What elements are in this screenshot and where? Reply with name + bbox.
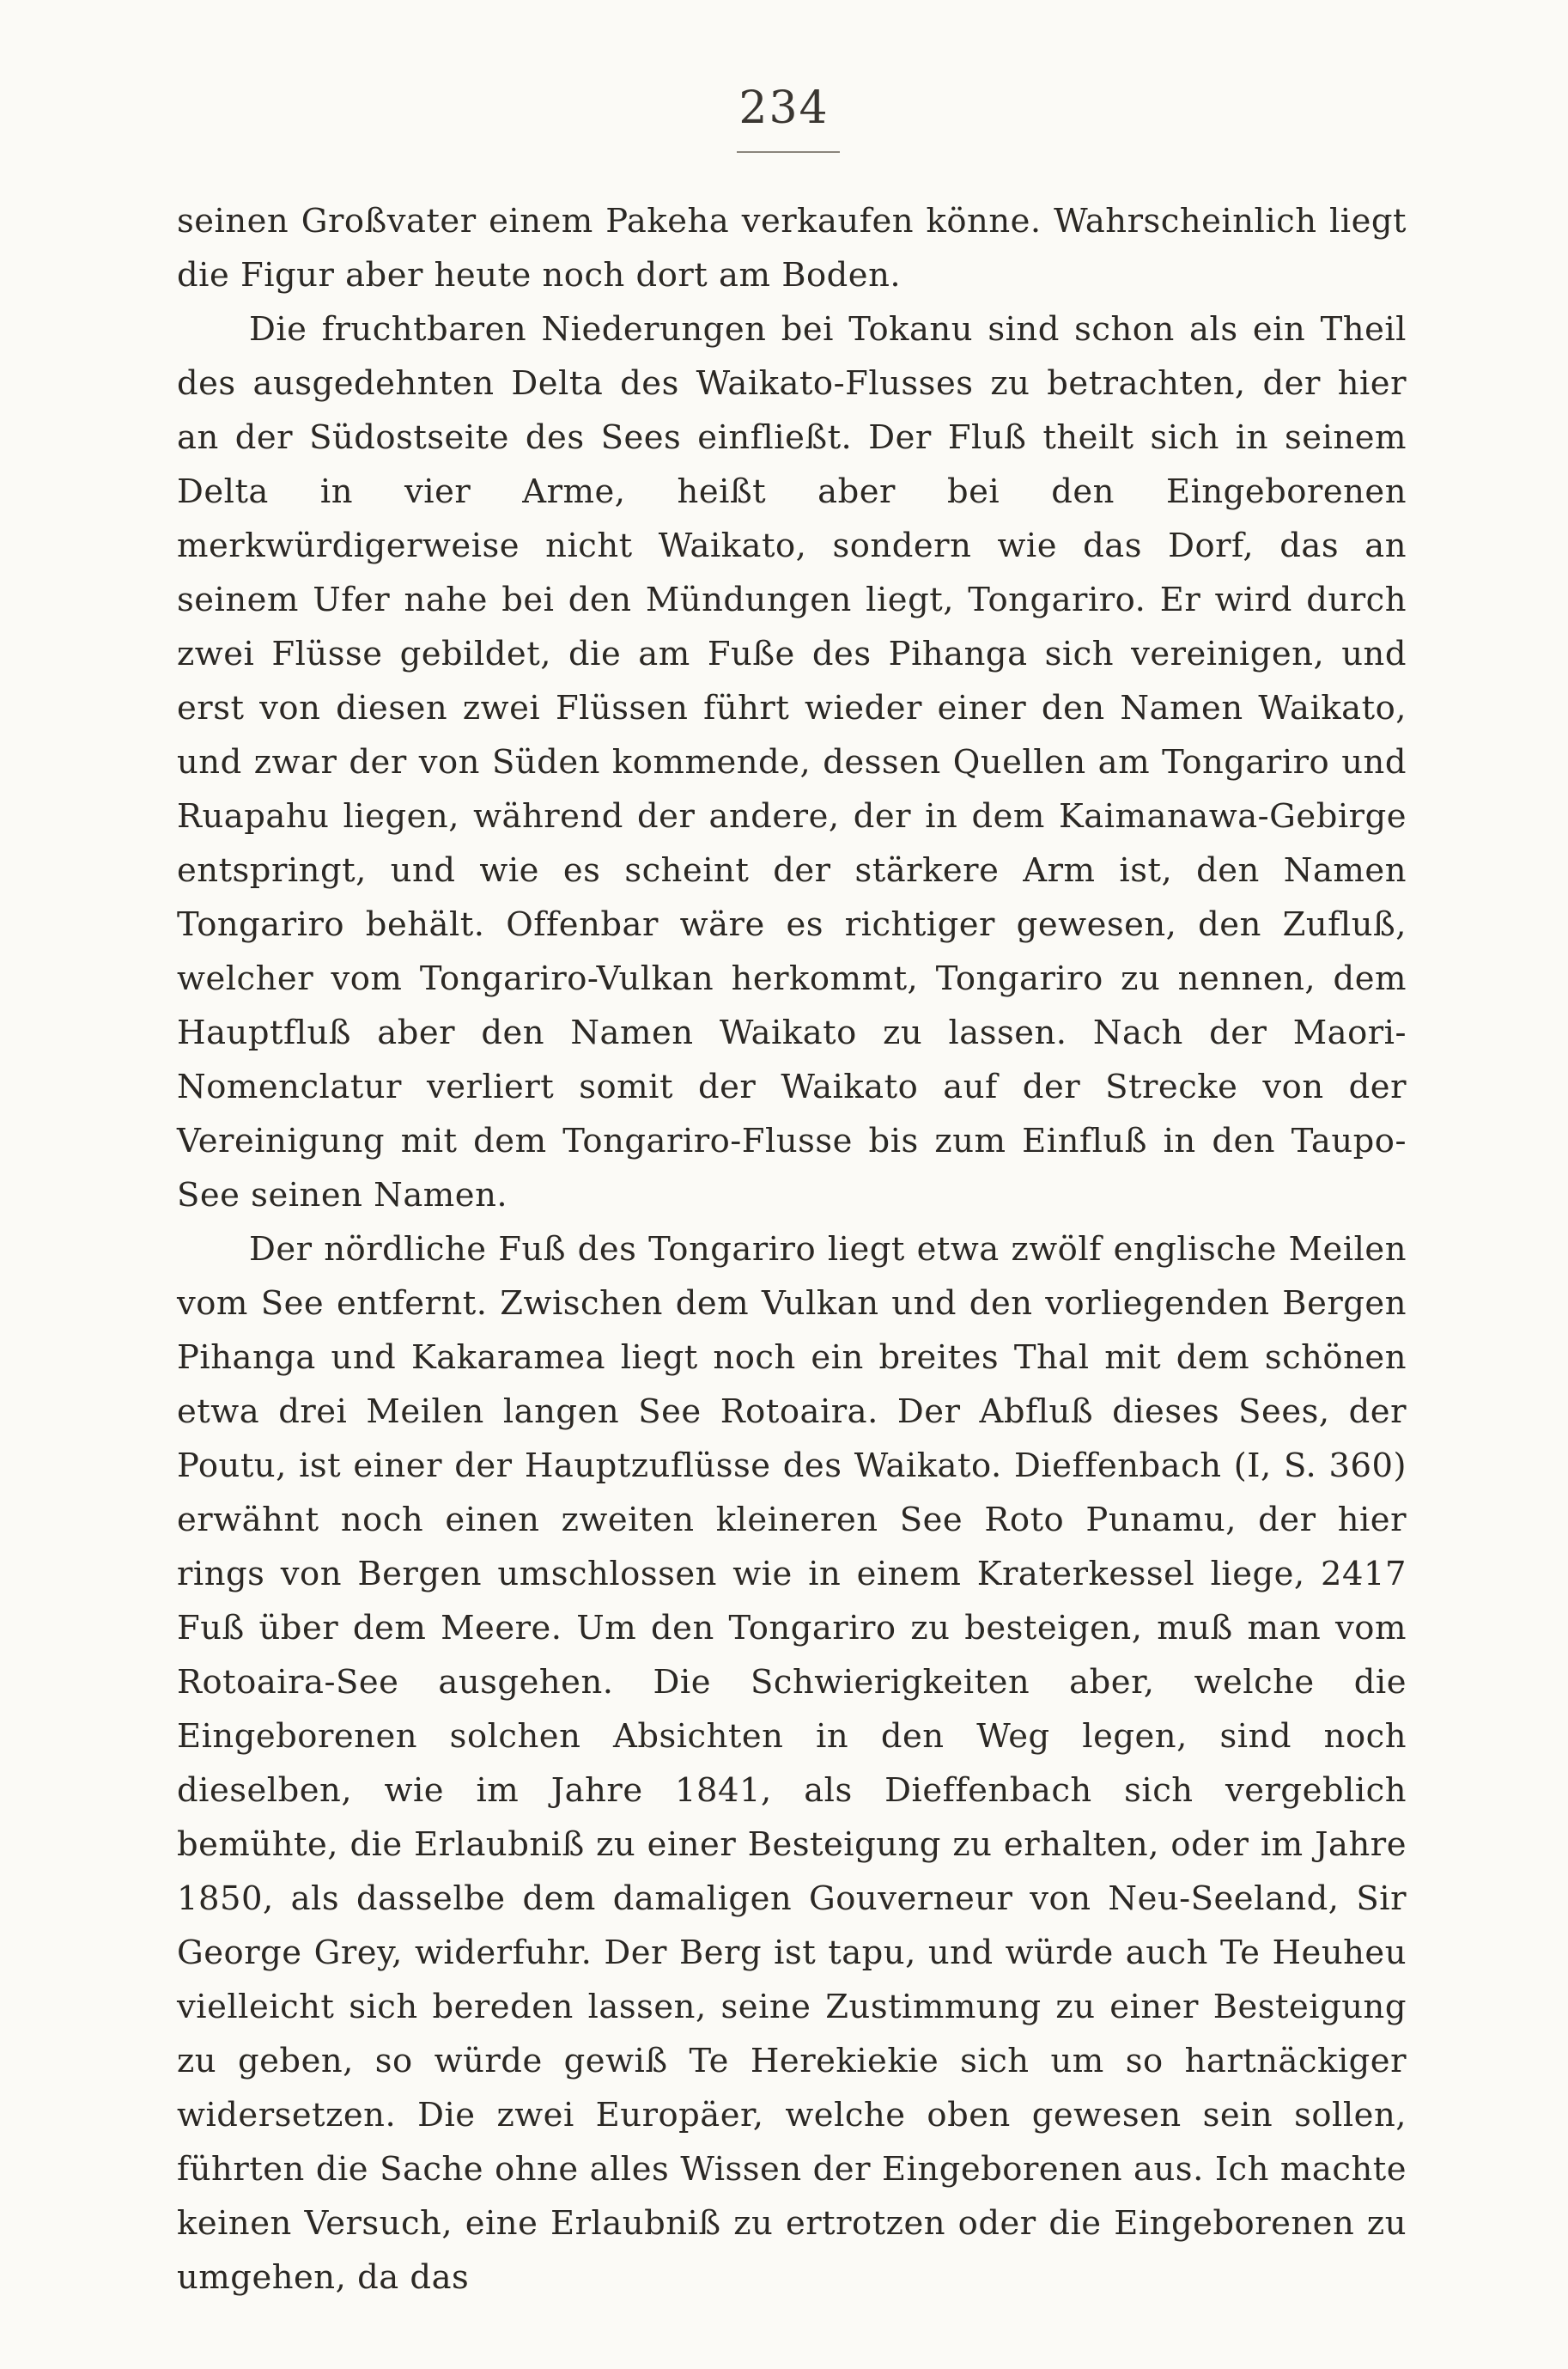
body-text xyxy=(177,194,1407,2305)
paragraph-tongariro: Der nördliche Fuß des Tongariro liegt etwa zwölf englische Meilen vom See entfernt. Zwischen dem Vulkan und den vorliegenden Bergen Pihanga und Kakaramea liegt noch ein breites Thal mit dem schönen etwa drei Meilen langen See Rotoaira. Der Abfluß dieses Sees, der Poutu, ist einer der Hauptzuflüsse des Waikato. Dieffenbach (I, S. 360) erwähnt noch einen zweiten kleineren See Roto Punamu, der hier rings von Bergen umschlossen wie in einem Kraterkessel liege, 2417 Fuß über dem Meere. Um den Tongariro zu besteigen, muß man vom Rotoaira-See ausgehen. Die Schwierigkeiten aber, welche die Eingeborenen solchen Absichten in den Weg legen, sind noch dieselben, wie im Jahre 1841, als Dieffenbach sich vergeblich bemühte, die Erlaubniß zu einer Besteigung zu erhalten, oder im Jahre 1850, als dasselbe dem damaligen Gouverneur von Neu-Seeland, Sir George Grey, widerfuhr. Der Berg ist tapu, und würde auch Te Heuheu vielleicht sich bereden lassen, seine Zustimmung zu einer Besteigung zu geben, so würde gewiß Te Herekiekie sich um so hartnäckiger widersetzen. Die zwei Europäer, welche oben gewesen sein sollen, führten die Sache ohne alles Wissen der Eingeborenen aus. Ich machte keinen Versuch, eine Erlaubniß zu ertrotzen oder die Eingeborenen zu umgehen, da das xyxy=(177,1230,1407,2297)
page-number: 234 xyxy=(738,82,830,134)
header-rule xyxy=(737,151,840,153)
paragraph-waikato-delta: Die fruchtbaren Niederungen bei Tokanu sind schon als ein Theil des ausgedehnten Delta des Waikato-Flusses zu betrachten, der hier an der Südostseite des Sees einfließt. Der Fluß theilt sich in seinem Delta in vier Arme, heißt aber bei den Eingeborenen merkwürdigerweise nicht Waikato, sondern wie das Dorf, das an seinem Ufer nahe bei den Mündungen liegt, Tongariro. Er wird durch zwei Flüsse gebildet, die am Fuße des Pihanga sich vereinigen, und erst von diesen zwei Flüssen führt wieder einer den Namen Waikato, und zwar der von Süden kommende, dessen Quellen am Tongariro und Ruapahu liegen, während der andere, der in dem Kaimanawa-Gebirge entspringt, und wie es scheint der stärkere Arm ist, den Namen Tongariro behält. Offenbar wäre es richtiger gewesen, den Zufluß, welcher vom Tongariro-Vulkan herkommt, Tongariro zu nennen, dem Hauptfluß aber den Namen Waikato zu lassen. Nach der Maori-Nomenclatur verliert somit der Waikato auf der Strecke von der Vereinigung mit dem Tongariro-Flusse bis zum Einfluß in den Taupo-See seinen Namen. xyxy=(177,310,1407,1215)
paragraph-continuation: seinen Großvater einem Pakeha verkaufen könne. Wahrscheinlich liegt die Figur aber heute noch dort am Boden. xyxy=(177,202,1407,295)
